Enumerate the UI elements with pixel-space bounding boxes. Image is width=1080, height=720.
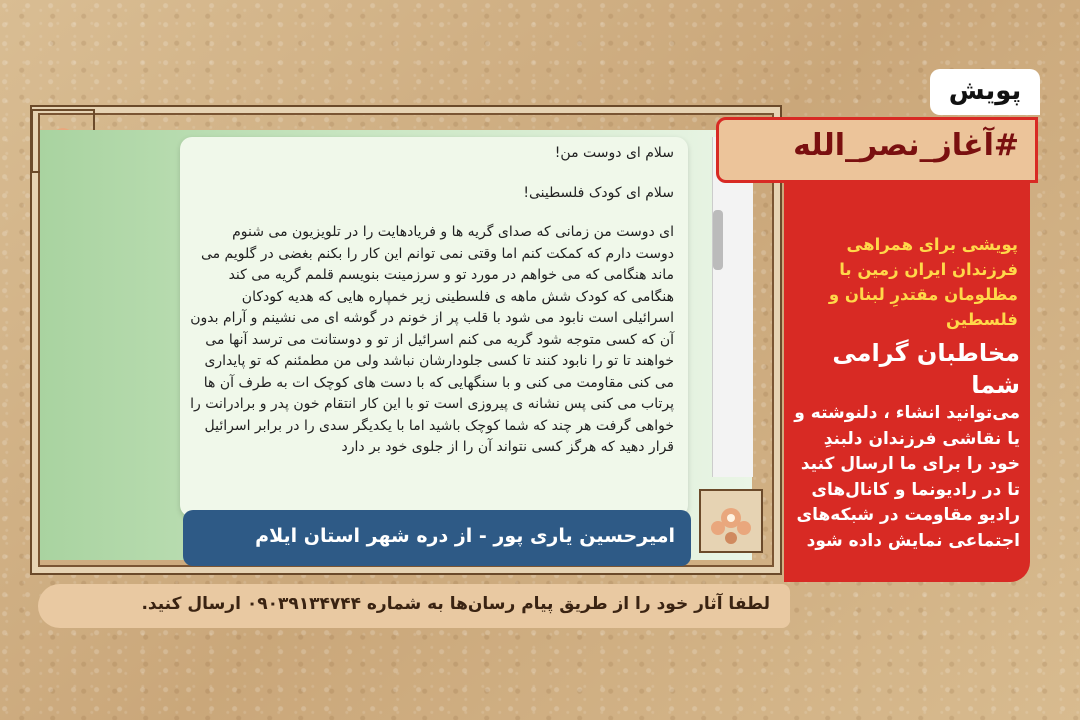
campaign-description — [790, 337, 1020, 554]
audience-greeting: مخاطبان گرامی شما — [832, 339, 1020, 399]
campaign-body: می‌توانید انشاء ، دلنوشته و یا نقاشی فرزندان دلبندِ خود را برای ما ارسال کنید تا در رادیونما و کانال‌های رادیو مقاومت در شبکه‌های اجتماعی نمایش داده شود — [794, 403, 1020, 551]
floral-ornament-icon — [698, 488, 764, 554]
campaign-tag: پویش — [930, 69, 1040, 115]
campaign-subtitle: پویشی برای همراهی فرزندان ایران زمین با مظلومان مقتدرِ لبنان و فلسطین — [828, 235, 1018, 329]
campaign-hashtag: #آغاز_نصر_الله — [716, 117, 1038, 183]
letter-greeting-2: سلام ای کودک فلسطینی! — [523, 184, 674, 201]
letter-message-bubble — [180, 137, 688, 517]
scrollbar-thumb[interactable] — [713, 210, 723, 270]
author-caption: امیرحسین یاری پور - از دره شهر استان ایلام — [183, 510, 691, 566]
submission-instructions: لطفا آثار خود را از طریق پیام رسان‌ها به شماره ۰۹۰۳۹۱۳۴۷۴۴ ارسال کنید. — [38, 584, 790, 628]
letter-body: ای دوست من زمانی که صدای گریه ها و فریادهایت را در تلویزیون می شنوم دوست دارم که کمکت کنم اما وقتی نمی توانم این کار را بکنم بغضی در گلویم می ماند هنگامی که می خواهم در مورد تو و سرزمینت بنویسم قلمم گریه می کند هنگامی که کودک شش ماهه ی فلسطینی زیر خمپاره هایی که هدیه کودکان اسرائیلی است نابود می شود با قلب پر از خونم در گوشه ای می نشینم و آرام بدون آن که کسی متوجه شود گریه می کنم اسرائیل از تو و دوستانت می ترسد آنها می خواهند تا تو را نابود کنند تا کسی جلودارشان نباشد ولی من مطمئنم که تو پایداری می کنی مقاومت می کنی و با سنگهایی که با دست های کوچک ات به طرف آن ها پرتاب می کنی پس نشانه ی پیروزی است تو با این کار انتقام خون پدر و برادرانت را خواهی گرفت هر چند که شما کوچک باشید اما با یکدیگر سدی را در برابر اسرائیل قرار دهید که هرگز کسی نتواند آن را از جلوی خود بر دارد — [190, 224, 674, 455]
letter-greeting-1: سلام ای دوست من! — [554, 145, 674, 161]
chat-scrollbar[interactable] — [712, 137, 753, 477]
